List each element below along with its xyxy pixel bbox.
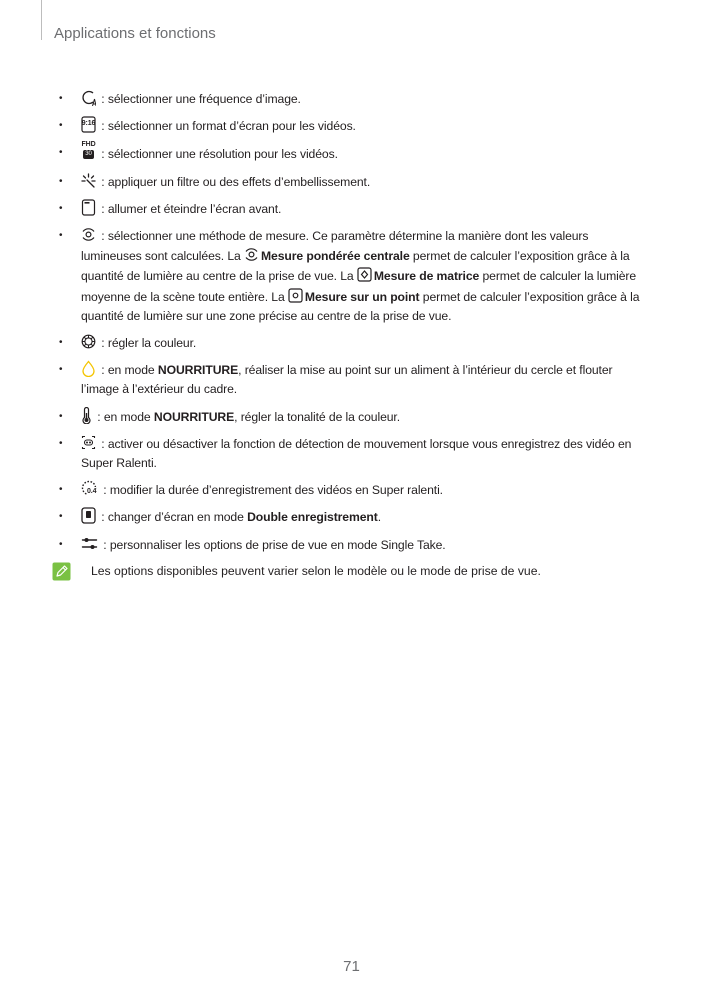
note-pencil-icon xyxy=(52,562,71,587)
margin-rule xyxy=(41,0,42,40)
bullet: • xyxy=(59,120,63,132)
item-text: , réaliser la mise au point sur un aliment à l’intérieur du cercle et flouter l’image à l’extérieur du cadre. xyxy=(81,363,613,397)
bullet: • xyxy=(59,484,63,496)
item-text: permet de calculer la lumière moyenne de la scène toute entière. La xyxy=(81,269,637,304)
aspect-ratio-9-16-icon xyxy=(81,116,96,133)
matrix-metering-icon xyxy=(357,266,372,283)
dual-recording-icon xyxy=(81,507,96,524)
item-text: : personnaliser les options de prise de vue en mode Single Take. xyxy=(100,537,446,552)
page-header: Applications et fonctions xyxy=(54,25,216,42)
sliders-icon xyxy=(81,535,98,552)
note-text: Les options disponibles peuvent varier selon le modèle ou le mode de prise de vue. xyxy=(91,563,541,578)
options-list xyxy=(58,89,652,581)
bullet: • xyxy=(59,93,63,104)
item-text: . xyxy=(377,510,381,525)
bullet: • xyxy=(59,147,63,159)
list-item xyxy=(58,434,652,473)
item-text: : allumer et éteindre l’écran avant. xyxy=(98,201,282,216)
bullet: • xyxy=(59,511,63,523)
super-slow-duration-icon xyxy=(81,480,98,497)
center-weighted-label: Mesure pondérée centrale xyxy=(260,249,410,264)
item-text: : sélectionner une résolution pour les vidéos. xyxy=(98,147,338,162)
duration-label: 0.4 xyxy=(87,488,97,496)
frame-rate-auto-icon xyxy=(81,89,96,106)
fps-label: 30 xyxy=(83,150,94,159)
mode-label: NOURRITURE xyxy=(153,409,235,424)
bullet: • xyxy=(59,202,63,214)
item-text: permet de calculer l’exposition grâce à la quantité de lumière au centre de la prise de vue. La xyxy=(81,249,630,284)
item-text: : en mode xyxy=(94,409,154,424)
front-screen-icon xyxy=(81,199,96,216)
item-text: : modifier la durée d’enregistrement des vidéos en Super ralenti. xyxy=(100,483,443,498)
resolution-fhd-30-icon xyxy=(81,143,96,162)
item-text: , régler la tonalité de la couleur. xyxy=(234,409,400,424)
page-number: 71 xyxy=(343,958,360,975)
bullet: • xyxy=(59,538,63,550)
metering-icon xyxy=(81,226,96,243)
bullet: • xyxy=(59,437,63,449)
note xyxy=(58,562,652,581)
item-text: : en mode xyxy=(98,363,158,378)
mode-label: NOURRITURE xyxy=(157,363,239,378)
spot-label: Mesure sur un point xyxy=(304,289,420,304)
list-item xyxy=(58,226,652,326)
list-item xyxy=(58,116,652,136)
motion-detection-icon xyxy=(81,434,96,451)
list-item xyxy=(58,143,652,164)
list-item xyxy=(58,407,652,427)
spot-metering-icon xyxy=(288,287,303,304)
list-item xyxy=(58,333,652,353)
bullet: • xyxy=(59,175,63,187)
filter-sparkle-icon xyxy=(81,172,96,189)
list-item xyxy=(58,172,652,192)
list-item xyxy=(58,535,652,555)
list-item xyxy=(58,89,652,109)
bullet: • xyxy=(59,364,63,376)
center-weighted-icon xyxy=(244,246,259,263)
mode-label: Double enregistrement xyxy=(247,510,378,525)
item-text: : appliquer un filtre ou des effets d’embellissement. xyxy=(98,174,371,189)
food-focus-icon xyxy=(81,360,96,377)
bullet: • xyxy=(59,337,63,349)
list-item xyxy=(58,480,652,500)
color-temperature-icon xyxy=(81,407,92,424)
item-text: : sélectionner une méthode de mesure. Ce paramètre détermine la manière dont les valeurs lumineuses sont calculées. La xyxy=(81,229,589,264)
bullet: • xyxy=(59,230,63,242)
bullet: • xyxy=(59,410,63,422)
item-text: : changer d’écran en mode xyxy=(98,510,248,525)
item-text: : sélectionner une fréquence d’image. xyxy=(98,92,301,106)
item-text: : activer ou désactiver la fonction de détection de mouvement lorsque vous enregistrez des vidéo en Super Ralenti. xyxy=(81,436,632,471)
matrix-label: Mesure de matrice xyxy=(373,269,480,284)
item-text: : régler la couleur. xyxy=(98,336,197,351)
aspect-ratio-label: 9:16 xyxy=(81,120,96,128)
item-text: : sélectionner un format d’écran pour les vidéos. xyxy=(98,119,356,134)
list-item xyxy=(58,360,652,399)
item-text: permet de calculer l’exposition grâce à la quantité de lumière sur une zone précise au centre de la prise de vue. xyxy=(81,289,640,323)
list-item xyxy=(58,199,652,219)
resolution-label: FHD xyxy=(81,141,96,149)
list-item xyxy=(58,507,652,527)
color-tune-icon xyxy=(81,333,96,350)
